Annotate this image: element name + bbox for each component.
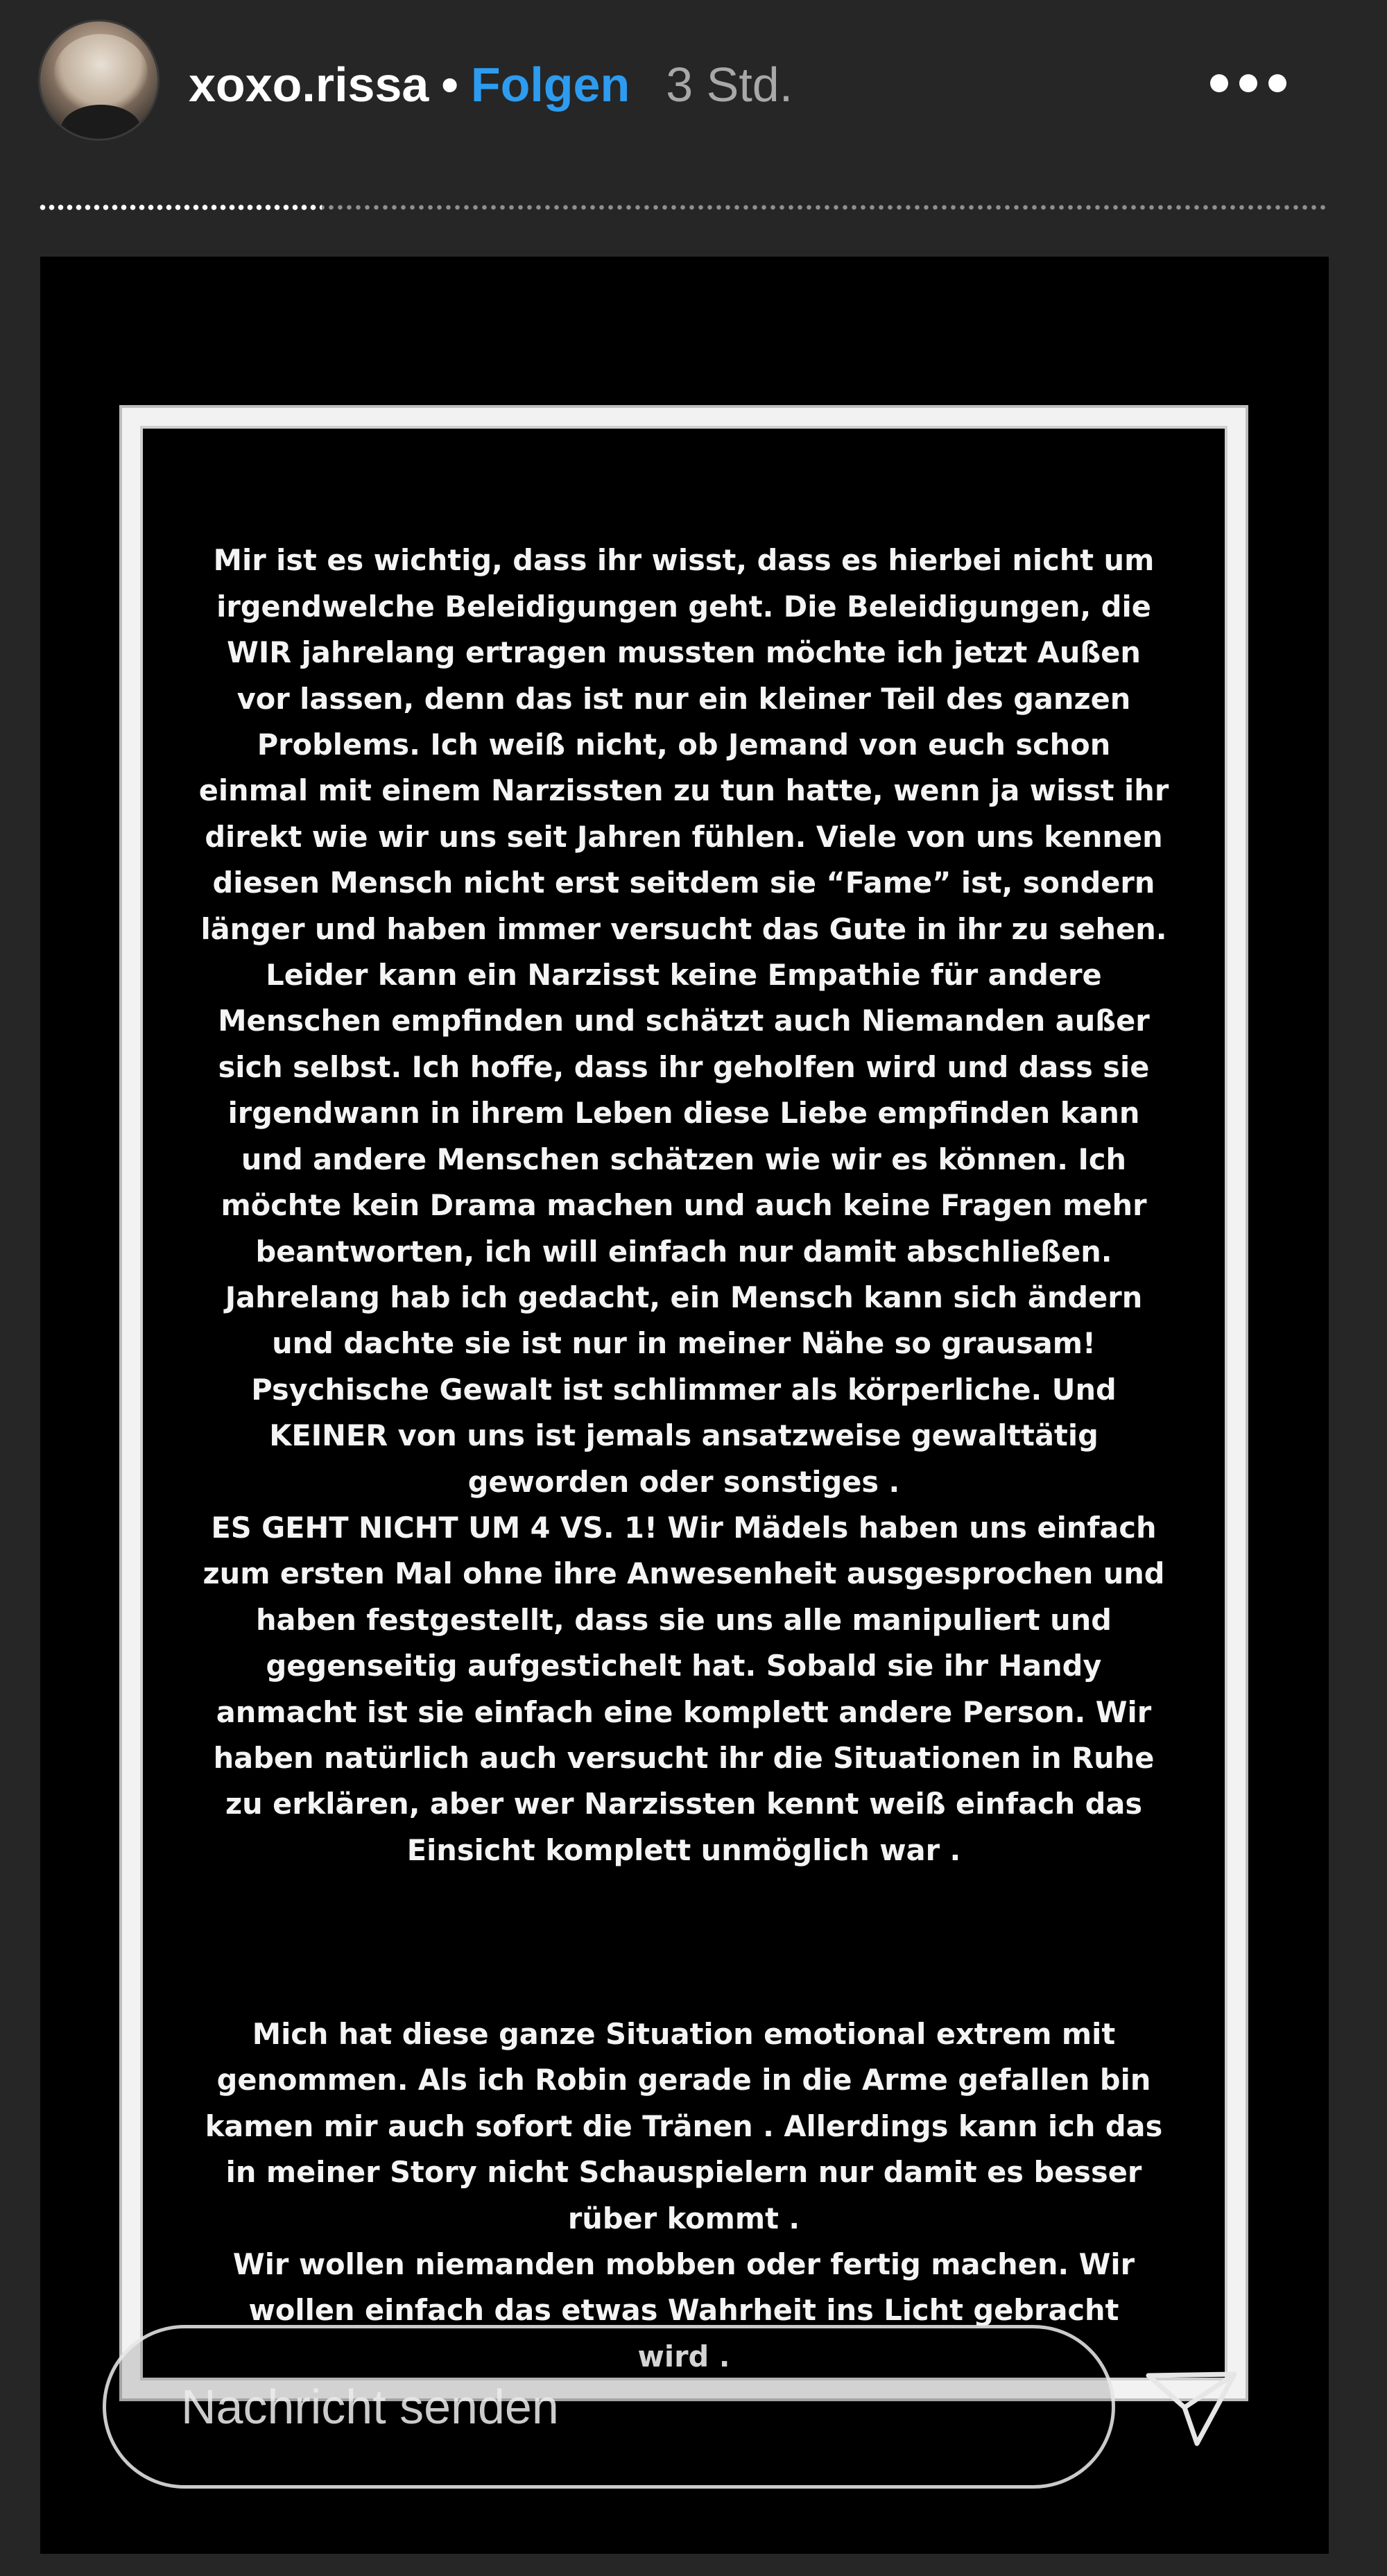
paragraph-gap — [148, 1920, 1219, 1966]
story-header — [0, 0, 1387, 166]
more-options-icon[interactable] — [1203, 66, 1293, 101]
message-input[interactable] — [103, 2325, 1115, 2489]
send-paper-plane-icon[interactable] — [1143, 2362, 1240, 2452]
header-meta — [189, 50, 793, 119]
story-text — [148, 492, 1219, 2426]
text-frame — [122, 408, 1246, 2398]
story-progress-bar — [38, 204, 1328, 211]
message-placeholder: Nachricht senden — [181, 2380, 559, 2434]
more-dot — [1239, 74, 1257, 92]
story-progress-fill — [38, 204, 322, 211]
story-paragraph-2: Mich hat diese ganze Situation emotional extrem mit genommen. Als ich Robin gerade in die Arme gefallen bin kamen mir auch sofort die Tränen . Allerdings kann ich das in meiner Story nicht Schauspielern nur damit es besser rüber kommt . Wir wollen niemanden mobben oder fertig machen. Wir wollen einfach das etwas Wahrheit ins Licht gebracht wird . — [205, 2017, 1163, 2373]
post-time: 3 Std. — [666, 58, 793, 112]
story-paragraph-1: Mir ist es wichtig, dass ihr wisst, dass es hierbei nicht um irgendwelche Beleidigungen geht. Die Beleidigungen, die WIR jahrelang ertragen mussten möchte ich jetzt Außen vor lassen, denn das ist nur ein kleiner Teil des ganzen Problems. Ich weiß nicht, ob Jemand von euch schon einmal mit einem Narzissten zu tun hatte, wenn ja wisst ihr direkt wie wir uns seit Jahren fühlen. Viele von uns kennen diesen Mensch nicht erst seitdem sie “Fame” ist, sondern länger und haben immer versucht das Gute in ihr zu sehen. Leider kann ein Narzisst keine Empathie für andere Menschen empfinden und schätzt auch Niemanden außer sich selbst. Ich hoffe, dass ihr geholfen wird und dass sie irgendwann in ihrem Leben diese Liebe empfinden kann und andere Menschen schätzen wie wir es können. Ich möchte kein Drama machen und auch keine Fragen mehr beantworten, ich will einfach nur damit abschließen. Jahrelang hab ich gedacht, ein Mensch kann sich ändern und dachte sie ist nur in meiner Nähe so grausam! Psychische Gewalt ist schlimmer als körperliche. Und KEINER von uns ist jemals ansatzweise gewalttätig geworden oder sonstiges . ES GEHT NICHT UM 4 VS. 1! Wir Mädels haben uns einfach zum ersten Mal ohne ihre Anwesenheit ausgesprochen und haben festgestellt, dass sie uns alle manipuliert und gegenseitig aufgestichelt hat. Sobald sie ihr Handy anmacht ist sie einfach eine komplett andere Person. Wir haben natürlich auch versucht ihr die Situationen in Ruhe zu erklären, aber wer Narzissten kennt weiß einfach das Einsicht komplett unmöglich war . — [198, 543, 1169, 1867]
follow-button[interactable]: Folgen — [470, 58, 630, 112]
avatar-shirt — [61, 105, 141, 141]
more-dot — [1210, 74, 1228, 92]
separator-dot: • — [441, 58, 458, 112]
more-dot — [1268, 74, 1286, 92]
username-link[interactable]: xoxo.rissa — [189, 58, 429, 112]
story-content[interactable] — [40, 257, 1329, 2554]
avatar-hair — [54, 34, 148, 110]
profile-avatar[interactable] — [38, 19, 160, 141]
